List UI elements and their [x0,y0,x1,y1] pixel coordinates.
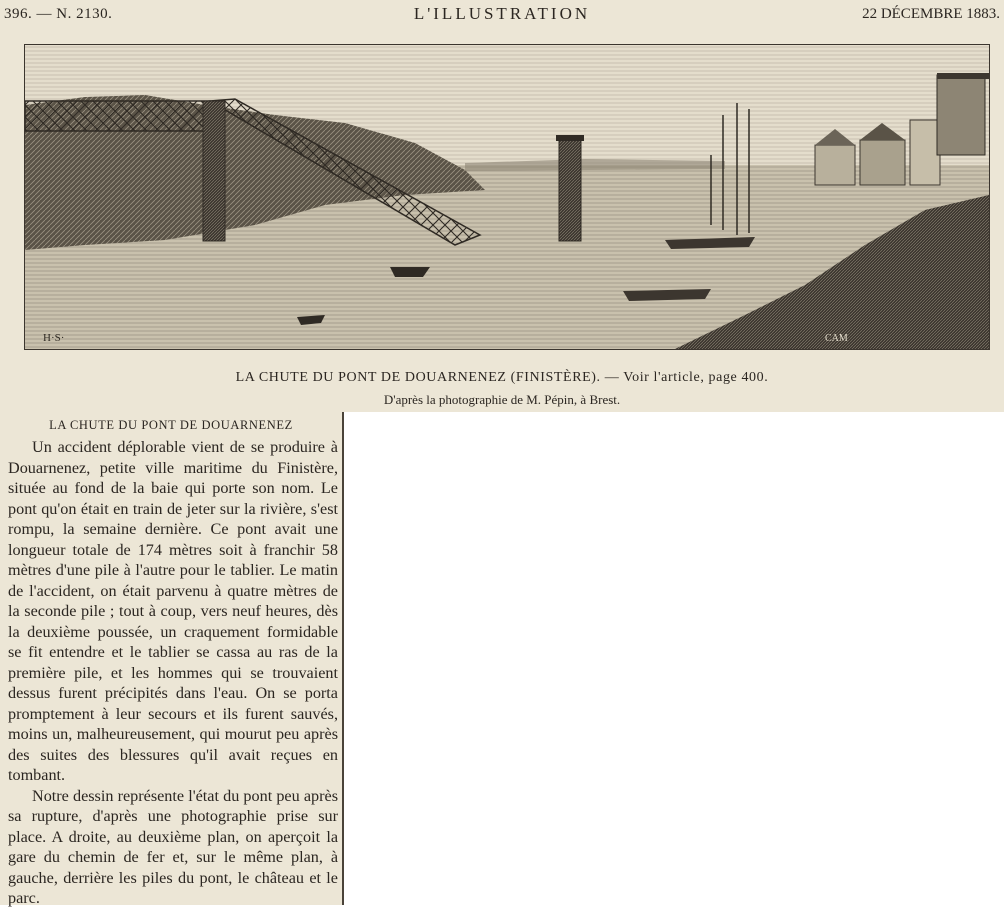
publication-title: L'ILLUSTRATION [413,4,591,23]
caption-title: LA CHUTE DU PONT DE DOUARNENEZ (FINISTÈRE). — Voir l'article, page 400. [235,370,769,385]
illustrated-page-top [0,0,1004,412]
page-issue-number: 396. — N. 2130. [4,6,113,22]
article-column [0,412,342,905]
first-pier [203,101,225,241]
article-body [8,437,338,909]
article-title: LA CHUTE DU PONT DE DOUARNENEZ [49,418,293,432]
signature-right: CAM [825,333,848,344]
signature-left: H·S· [43,332,65,344]
column-rule [342,412,344,905]
issue-date: 22 DÉCEMBRE 1883. [862,6,1000,22]
bridge-collapse-engraving [24,44,990,350]
article-paragraph: Notre dessin représente l'état du pont peu après sa rupture, d'après une photographie prise sur place. A droite, au deuxième plan, on aperçoit la gare du chemin de fer et, sur le même plan, à gauche, derrière les piles du pont, le château et le parc. [8,786,338,907]
article-paragraph: Un accident déplorable vient de se produire à Douarnenez, petite ville maritime du Finistère, située au fond de la baie qui porte son nom. Le pont qu'on était en train de jeter sur la rivière, s'est rompu, la semaine dernière. Ce pont avait une longueur totale de 174 mètres soit à franchir 58 mètres d'une pile à l'autre pour le tablier. Le matin de l'accident, on était parvenu à quatre mètres de la seconde pile ; tout à coup, vers neuf heures, dès la deuxième poussée, un craquement formidable se fit entendre et le tablier se cassa au ras de la première pile, et les hommes qui se trouvaient dessus furent précipités dans l'eau. On se porta promptement à leur secours et ils furent sauvés, moins un, malheureusement, qui mourut peu après des suites des blessures qu'il avait reçues en tombant. [8,438,338,784]
caption-credit: D'après la photographie de M. Pépin, à Brest. [383,392,621,407]
engraving-artwork [25,45,989,349]
second-pier [559,139,581,241]
running-header [0,4,1004,26]
